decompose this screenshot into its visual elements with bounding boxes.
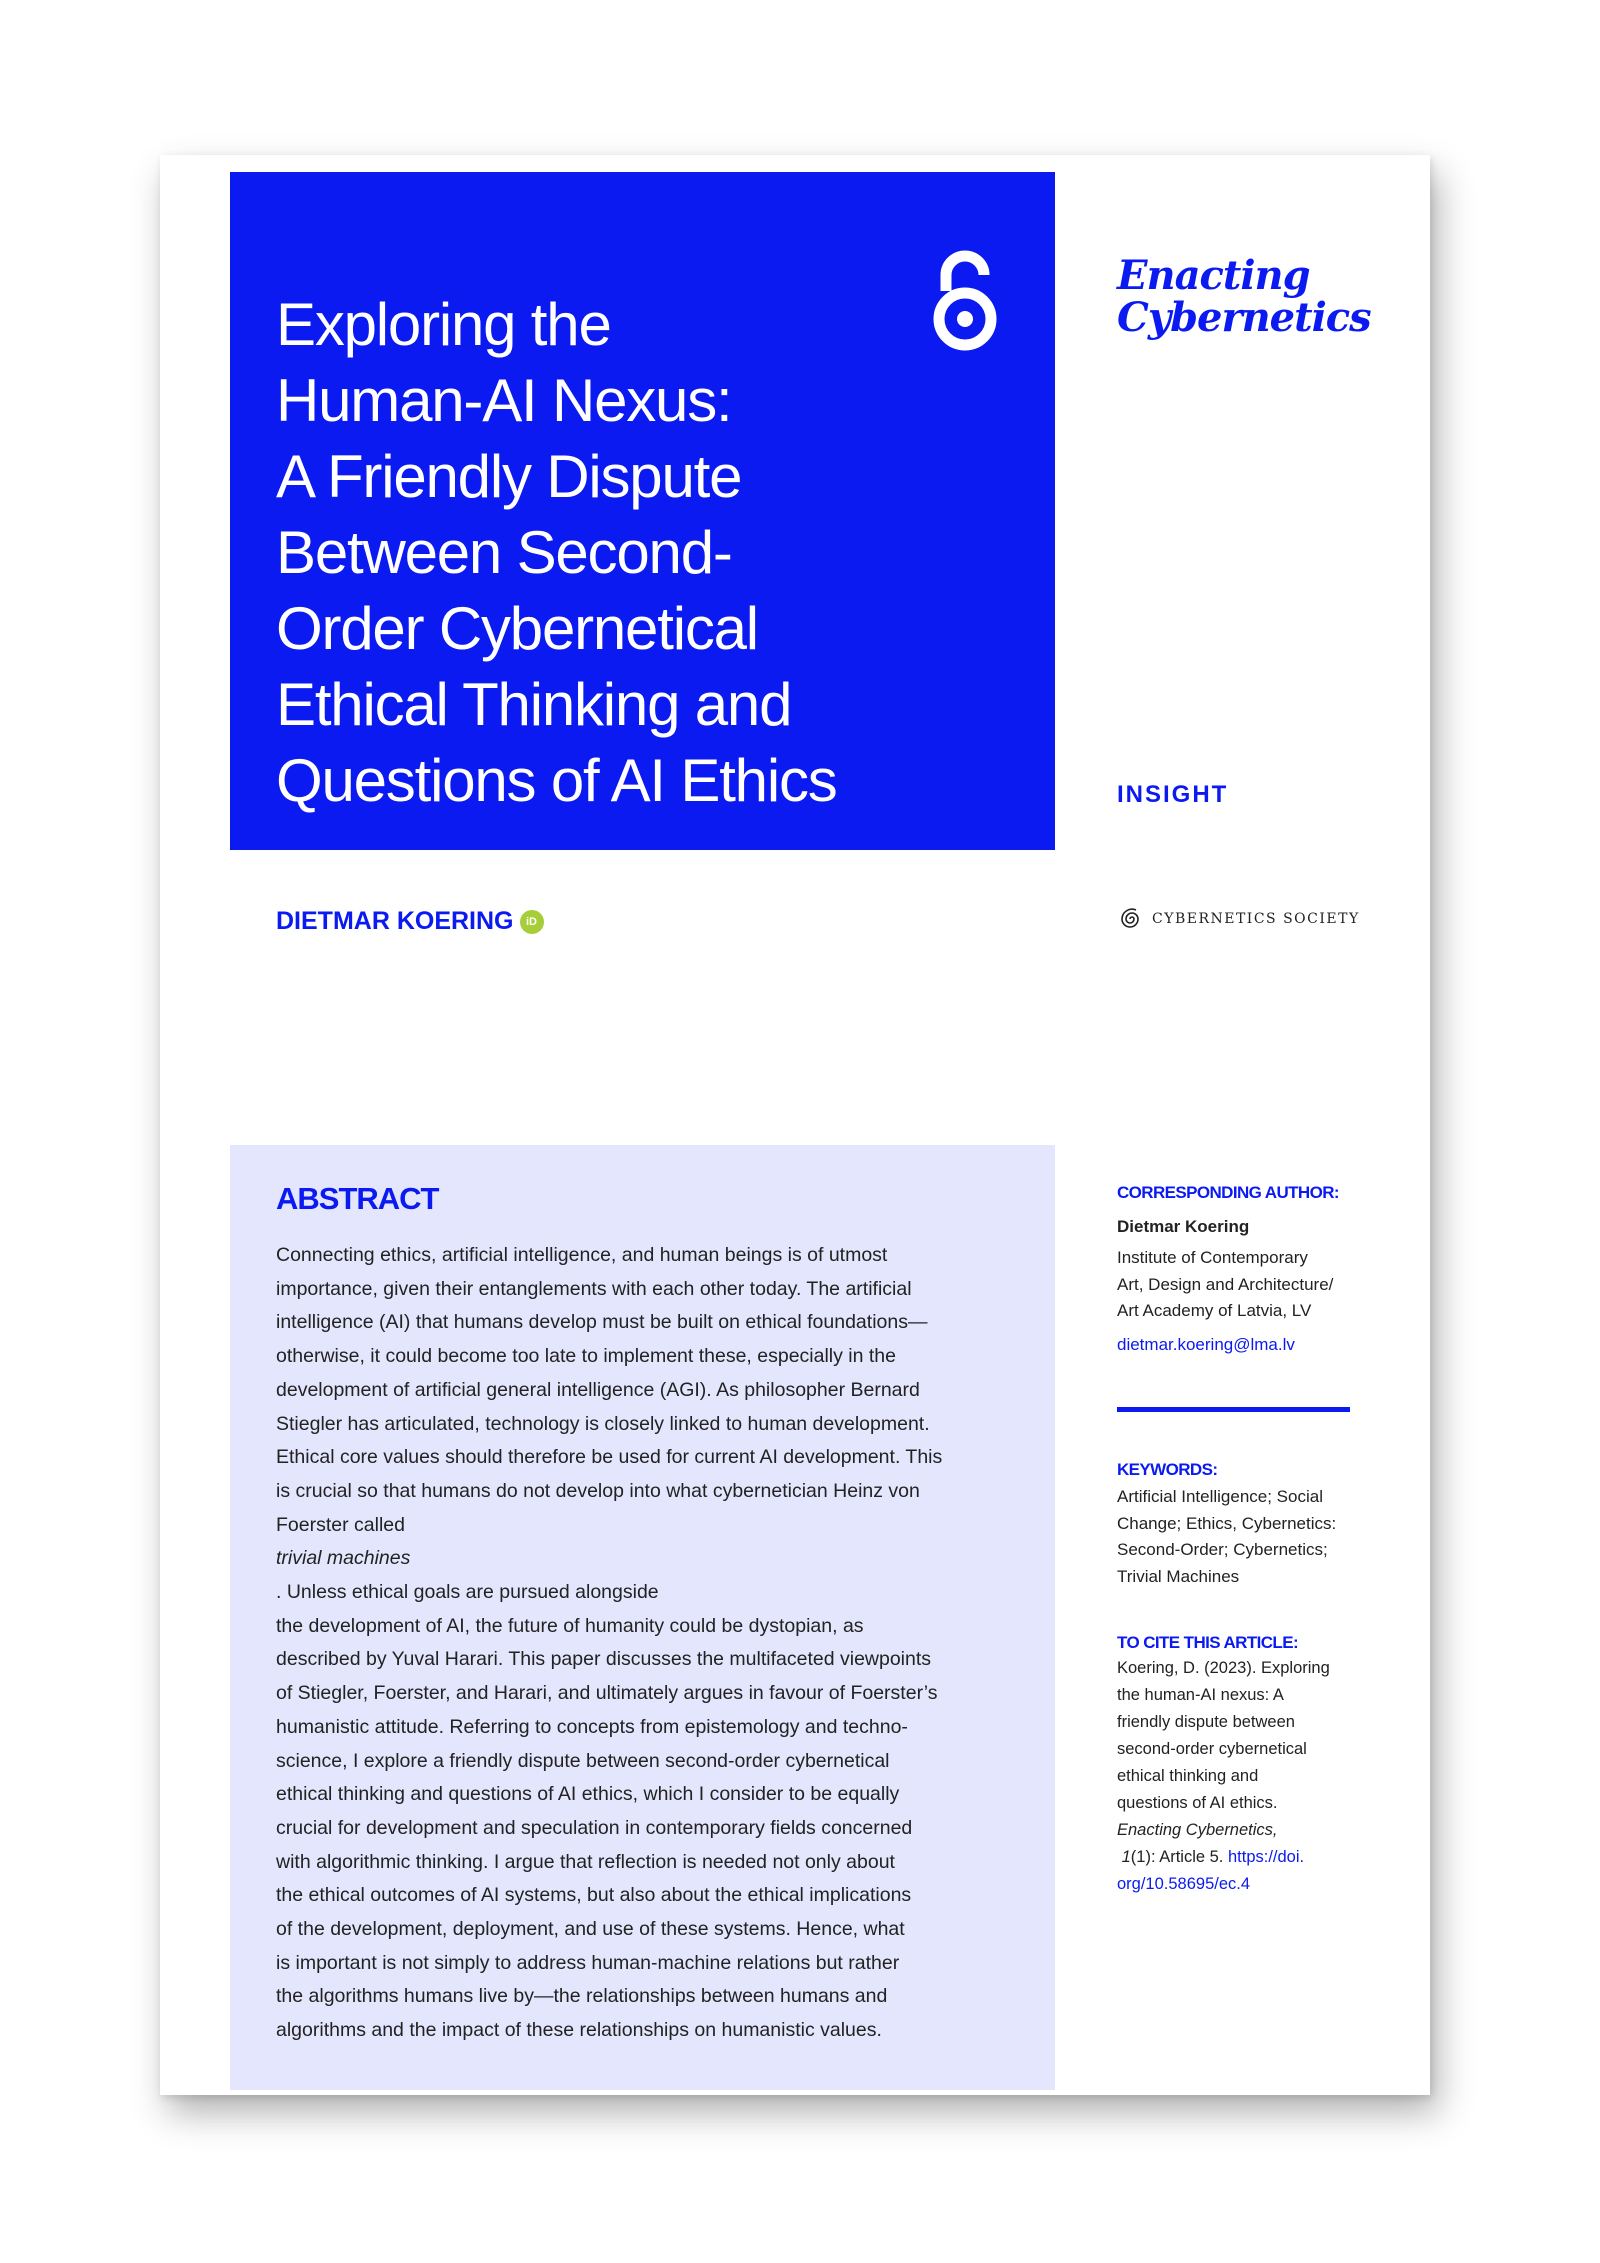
italic-term: trivial machines — [276, 1547, 411, 1570]
article-page — [160, 155, 1430, 2095]
abstract-line: of the development, deployment, and use of these systems. Hence, what — [276, 1918, 905, 1941]
abstract-line: Ethical core values should therefore be used for current AI development. This — [276, 1446, 943, 1469]
abstract-line-start: Foerster called — [276, 1513, 405, 1536]
abstract-line: is crucial so that humans do not develop into what cybernetician Heinz von — [276, 1479, 920, 1502]
abstract-line: development of artificial general intelligence (AGI). As philosopher Bernard — [276, 1378, 920, 1401]
corresponding-author-name: Dietmar Koering — [1117, 1217, 1250, 1236]
citation-text — [1117, 1655, 1357, 1898]
abstract-line: science, I explore a friendly dispute between second-order cybernetical — [276, 1749, 890, 1772]
abstract-line: with algorithmic thinking. I argue that reflection is needed not only about — [276, 1850, 895, 1873]
abstract-line: Connecting ethics, artificial intelligence, and human beings is of utmost — [276, 1244, 888, 1266]
title-line: Questions of AI Ethics — [276, 747, 837, 814]
title-line: Ethical Thinking and — [276, 671, 792, 738]
citation-issue: (1): Article 5. — [1130, 1848, 1228, 1866]
keywords-heading: KEYWORDS: — [1117, 1460, 1218, 1479]
citation-line: the human-AI nexus: A — [1117, 1686, 1284, 1704]
orcid-icon[interactable]: iD — [520, 910, 544, 934]
title-panel — [230, 172, 1055, 850]
abstract-line: humanistic attitude. Referring to concepts from epistemology and techno- — [276, 1715, 908, 1738]
citation-line — [1117, 1871, 1357, 1898]
title-line: Between Second- — [276, 519, 732, 586]
abstract-panel — [230, 1145, 1055, 2090]
citation-line: ethical thinking and — [1117, 1767, 1259, 1785]
affiliation-line: Art Academy of Latvia, LV — [1117, 1301, 1312, 1320]
keywords-line: Trivial Machines — [1117, 1566, 1240, 1586]
doi-link[interactable]: https://doi. — [1227, 1848, 1305, 1866]
journal-logo-line: Enacting — [1117, 252, 1310, 299]
affiliation — [1117, 1245, 1357, 1325]
citation-volume: 1 — [1121, 1848, 1131, 1866]
citation-line: second-order cybernetical — [1117, 1740, 1307, 1758]
affiliation-line: Art, Design and Architecture/ — [1117, 1274, 1334, 1294]
doi-link[interactable]: org/10.58695/ec.4 — [1117, 1875, 1251, 1893]
abstract-line: Stiegler has articulated, technology is closely linked to human development. — [276, 1412, 930, 1435]
citation-line: friendly dispute between — [1117, 1713, 1295, 1731]
citation-line: Koering, D. (2023). Exploring — [1117, 1659, 1330, 1677]
society-logo — [1118, 905, 1360, 933]
abstract-line: of Stiegler, Foerster, and Harari, and ultimately argues in favour of Foerster’s — [276, 1682, 938, 1705]
title-line: Exploring the — [276, 291, 611, 358]
citation-line — [1117, 1817, 1357, 1844]
abstract-line: the ethical outcomes of AI systems, but also about the ethical implications — [276, 1884, 912, 1907]
citation-heading: TO CITE THIS ARTICLE: — [1117, 1633, 1299, 1652]
abstract-line: ethical thinking and questions of AI ethics, which I consider to be equally — [276, 1783, 900, 1806]
abstract-line — [276, 1509, 1011, 1610]
title-line: Human-AI Nexus: — [276, 367, 732, 434]
citation-journal: Enacting Cybernetics, — [1117, 1821, 1278, 1839]
keywords-line: Artificial Intelligence; Social — [1117, 1487, 1323, 1506]
title-line: A Friendly Dispute — [276, 443, 742, 510]
author-byline — [276, 907, 544, 936]
keywords-section — [1117, 1460, 1357, 1590]
abstract-line: is important is not simply to address human-machine relations but rather — [276, 1951, 900, 1974]
author-name: DIETMAR KOERING — [276, 907, 514, 935]
abstract-line: the development of AI, the future of humanity could be dystopian, as — [276, 1614, 864, 1637]
keywords-line: Change; Ethics, Cybernetics: — [1117, 1513, 1337, 1533]
abstract-line: the algorithms humans live by—the relationships between humans and — [276, 1985, 888, 2008]
journal-logo — [1117, 252, 1371, 341]
abstract-line: described by Yuval Harari. This paper discusses the multifaceted viewpoints — [276, 1648, 932, 1671]
abstract-line-end: . Unless ethical goals are pursued alongside — [276, 1581, 659, 1604]
citation-section — [1117, 1633, 1357, 1898]
abstract-line: importance, given their entanglements with each other today. The artificial — [276, 1277, 912, 1300]
society-name: CYBERNETICS SOCIETY — [1152, 911, 1360, 927]
abstract-line: crucial for development and speculation in contemporary fields concerned — [276, 1816, 913, 1839]
abstract-heading: ABSTRACT — [276, 1181, 439, 1216]
abstract-line: otherwise, it could become too late to implement these, especially in the — [276, 1345, 897, 1368]
corresponding-author-section — [1117, 1183, 1357, 1355]
title-line: Order Cybernetical — [276, 595, 758, 662]
article-type-label: INSIGHT — [1117, 781, 1229, 808]
abstract-line: intelligence (AI) that humans develop must be built on ethical foundations— — [276, 1311, 928, 1334]
citation-line — [1117, 1844, 1357, 1871]
corresponding-author-heading: CORRESPONDING AUTHOR: — [1117, 1183, 1339, 1202]
keywords-list — [1117, 1484, 1357, 1590]
sidebar-divider — [1117, 1407, 1350, 1412]
abstract-line: algorithms and the impact of these relationships on humanistic values. — [276, 2019, 882, 2042]
author-email-link[interactable]: dietmar.koering@lma.lv — [1117, 1334, 1295, 1354]
journal-logo-line: Cybernetics — [1117, 294, 1371, 341]
spiral-icon — [1118, 905, 1146, 933]
article-title — [276, 287, 996, 819]
keywords-line: Second-Order; Cybernetics; — [1117, 1540, 1328, 1559]
citation-line: questions of AI ethics. — [1117, 1794, 1278, 1812]
abstract-text — [276, 1239, 1011, 2048]
affiliation-line: Institute of Contemporary — [1117, 1248, 1308, 1267]
